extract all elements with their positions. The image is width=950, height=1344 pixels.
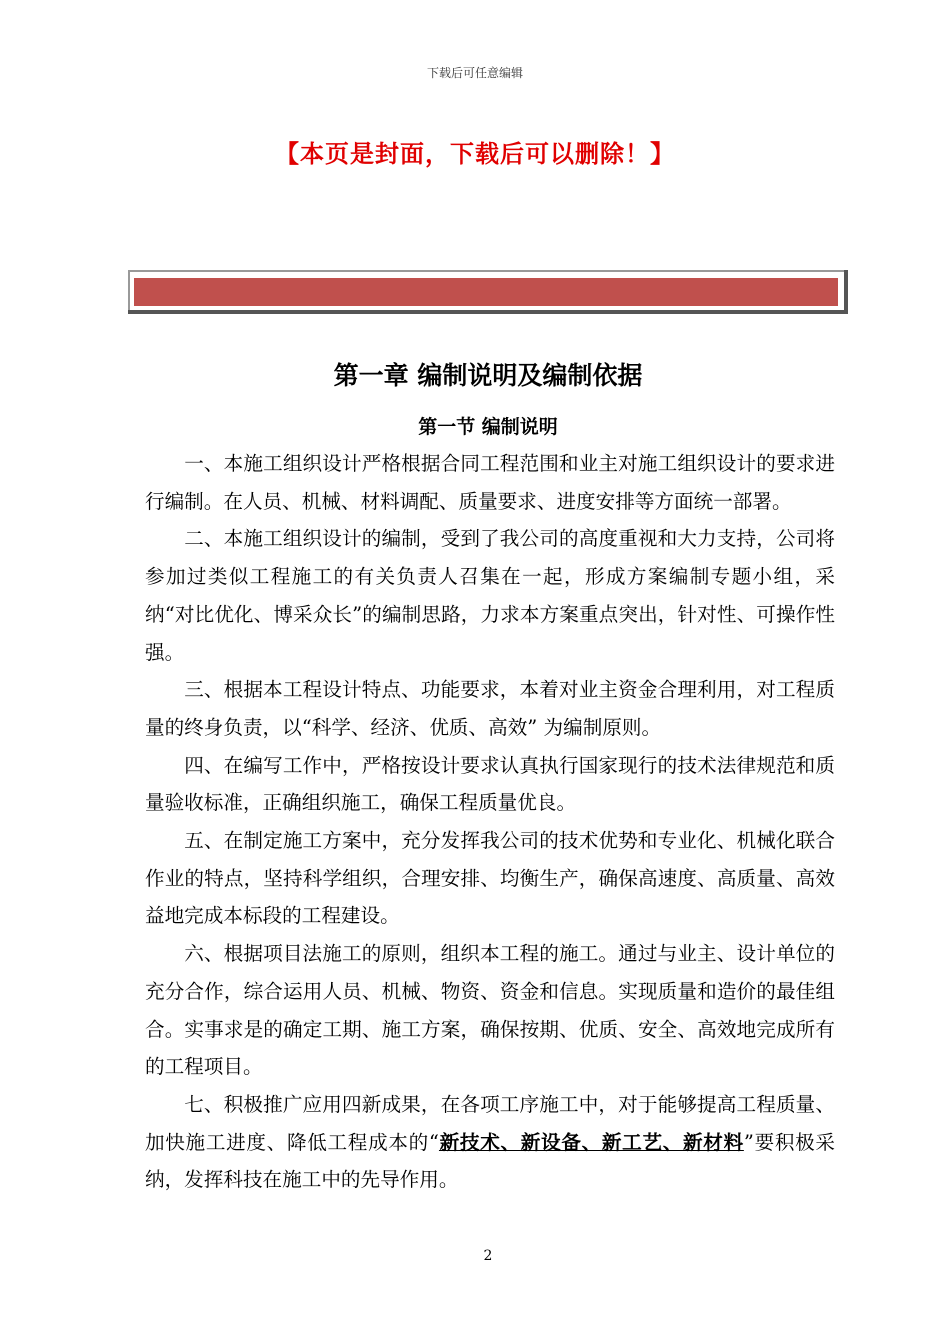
paragraph-1: 一、本施工组织设计严格根据合同工程范围和业主对施工组织设计的要求进行编制。在人员、机械、材料调配、质量要求、进度安排等方面统一部署。 — [145, 452, 835, 513]
paragraph-4: 四、在编写工作中，严格按设计要求认真执行国家现行的技术法律规范和质量验收标准，正确组织施工，确保工程质量优良。 — [145, 753, 835, 815]
paragraph-3: 三、根据本工程设计特点、功能要求，本着对业主资金合理利用，对工程质量的终身负责，以“科学、经济、优质、高效” 为编制原则。 — [145, 678, 835, 739]
paragraph-6: 六、根据项目法施工的原则，组织本工程的施工。通过与业主、设计单位的充分合作，综合运用人员、机械、物资、资金和信息。实现质量和造价的最佳组合。实事求是的确定工期、施工方案，确保按期、优质、安全、高效地完成所有的工程项目。 — [145, 942, 835, 1079]
banner-frame-left — [128, 270, 130, 314]
paragraph-7-emphasis: 新技术、新设备、新工艺、新材料 — [438, 1130, 744, 1154]
decorative-banner — [128, 270, 848, 314]
banner-bar — [134, 278, 838, 306]
paragraph-2: 二、本施工组织设计的编制，受到了我公司的高度重视和大力支持，公司将参加过类似工程施工的有关负责人召集在一起，形成方案编制专题小组，采纳“对比优化、博采众长”的编制思路，力求本方案重点突出，针对性、可操作性强。 — [145, 527, 835, 664]
body-text — [145, 445, 835, 1199]
paragraph-7-after: ”要积极采纳，发挥科技在施工中的先导作用。 — [145, 1130, 835, 1192]
page-number: 2 — [483, 1248, 493, 1264]
banner-frame-bottom — [128, 310, 848, 314]
chapter-title: 第一章 编制说明及编制依据 — [333, 361, 643, 390]
paragraph-7-before: 七、积极推广应用四新成果，在各项工序施工中，对于能够提高工程质量、加快施工进度、降低工程成本的“ — [145, 1092, 835, 1154]
banner-frame-top — [128, 270, 848, 272]
header-note: 下载后可任意编辑 — [426, 66, 523, 80]
section-title: 第一节 编制说明 — [418, 416, 558, 438]
banner-frame-right — [844, 270, 848, 314]
paragraph-5: 五、在制定施工方案中，充分发挥我公司的技术优势和专业化、机械化联合作业的特点，坚持科学组织，合理安排、均衡生产，确保高速度、高质量、高效益地完成本标段的工程建设。 — [145, 829, 835, 928]
paragraph-7 — [145, 1086, 835, 1199]
cover-notice: 【本页是封面，下载后可以删除！】 — [275, 140, 675, 168]
